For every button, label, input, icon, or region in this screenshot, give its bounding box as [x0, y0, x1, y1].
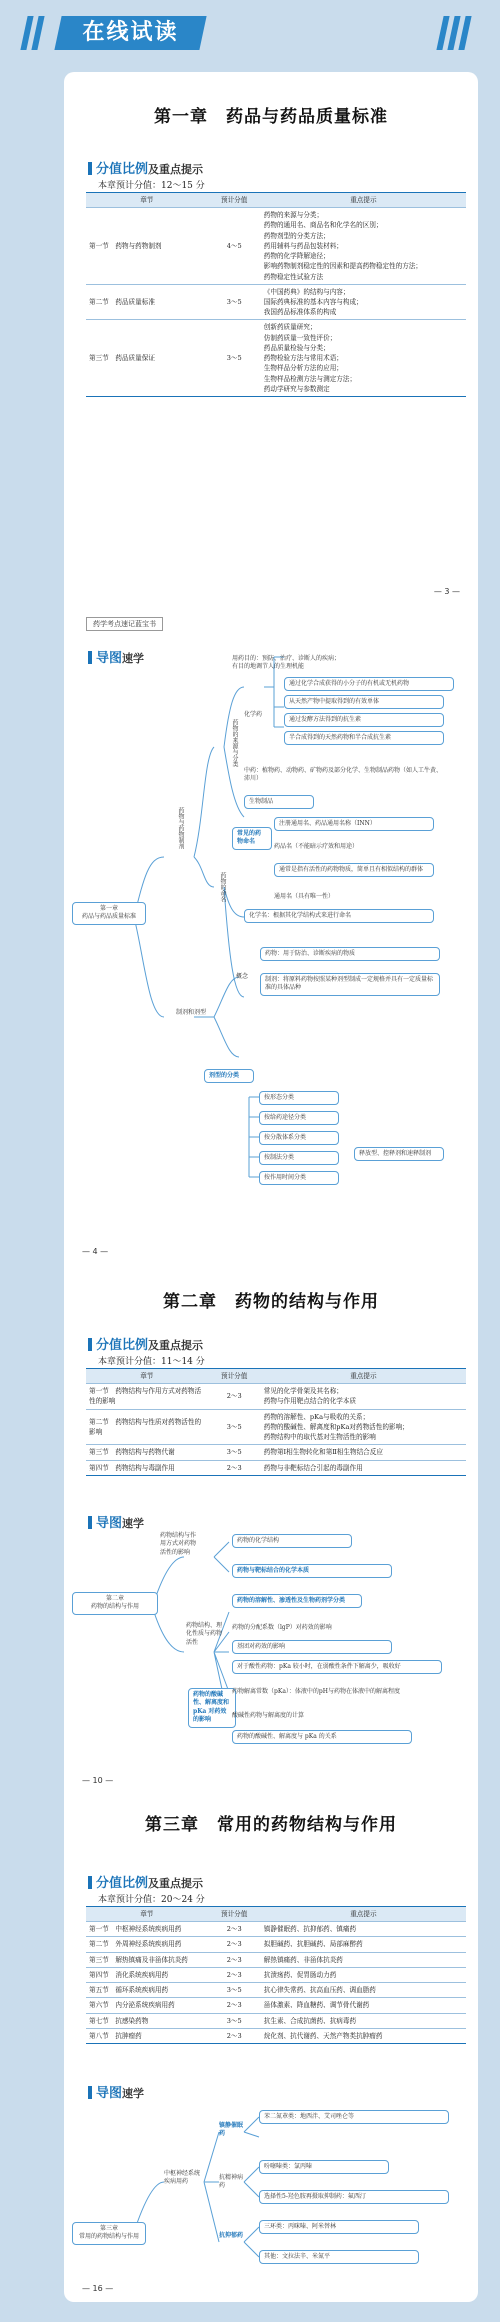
node-name: 药物的命名 — [219, 872, 226, 902]
node-m3-t1: 苯二氮䓬类：地西泮、艾司唑仑等 — [259, 2110, 449, 2124]
node-m3-b1: 中枢神经系统疾病用药 — [164, 2170, 201, 2186]
chapter-1-table: 章节 预计分值 重点提示 第一节 药物与药物制剂 4～5 药物的来源与分类； 药物的通用名、商品名和化学名的区别； 药物剂型的分类方法； 药用辅料与药品包装材料； 药物的化学降解途径； 影响药物制剂稳定性的因素和提高药物稳定性的方法； 药物稳定性试验方法 第二节 药品质量标准 3～5 《中国药典》的结构与内容； 国际药典标准的基本内容与构成； 我国药品标准体系的构成 第三节 药品质量保证 3～5 创新药质量研究； 仿制药质量一致性评价； 药品质量检验与分类； 药物检验方法与常用术语； 生物样品分析方法的应用； 生物样品检测方法与测定方法； 药动学研究与参数测定 — [86, 192, 466, 397]
node-nat: 中药：植物药、动物药、矿物药及部分化学、生物制品药物（如人工牛黄、沛川） — [244, 767, 443, 783]
chapter-3-estimate: 本章预计分值：20～24 分 — [98, 1895, 205, 1905]
chapter-2-title: 第二章 药物的结构与作用 — [163, 1292, 379, 1312]
node-m2-l3: 药物的溶解性、渗透性及生物药剂学分类 — [232, 1594, 362, 1608]
node-d3: 按分散体系分类 — [259, 1131, 339, 1145]
node-m3-t2: 吩噻嗪类：氯丙嗪 — [259, 2160, 389, 2174]
node-bio: 生物制品 — [244, 795, 314, 809]
mindmap-1-subhead: 导图速学 — [88, 647, 144, 666]
chapter-1-title: 第一章 药品与药品质量标准 — [154, 107, 388, 127]
node-purpose: 用药目的：预防、治疗、诊断人的疾病； 有目的地调节人的生理机能 — [232, 655, 341, 671]
node-m2-l10: 药物的酸碱性、解离度与 pKa 的关系 — [232, 1730, 412, 1744]
node-intl: 通常是指有活性的药物物质，简单且有相似结构的群体 — [274, 863, 434, 877]
node-src2c: 半合成得到的天然药物和半合成抗生素 — [284, 731, 444, 745]
header-bar — [0, 0, 500, 68]
node-form: 制剂和剂型 — [176, 1009, 207, 1016]
node-conc: 概念 — [236, 973, 249, 980]
node-m2-l8: 药物解离常数（pKa）：体液中的pH与药物在体液中的解离程度 — [232, 1688, 400, 1695]
node-src1: 通过化学合成获得的小分子的有机或无机药物 — [284, 677, 454, 691]
mindmap-2-root: 第二章 药物的结构与作用 — [72, 1592, 158, 1615]
node-m3-t4: 三环类：丙咪嗪、阿米替林 — [259, 2220, 419, 2234]
node-m2-l5: 基团对药效的影响 — [232, 1640, 392, 1654]
table-row: 第四节 消化系统疾病用药 2～3 抗溃疡药、促胃肠动力药 — [86, 1967, 466, 1982]
book-ribbon: 药学考点速记蓝宝书 — [86, 617, 163, 631]
page-number-4: — 4 — — [82, 1247, 109, 1256]
table-row: 第一节 药物结构与作用方式对药物活性的影响 2～3 常见的化学骨架及其名称； 药物与作用靶点结合的化学本质 — [86, 1384, 466, 1409]
node-m2-l1: 药物的化学结构 — [232, 1534, 352, 1548]
node-src2a: 从天然产物中提取得到的有效单体 — [284, 695, 444, 709]
mindmap-3 — [64, 2082, 478, 2297]
page-number-10: — 10 — — [82, 1776, 114, 1785]
table-row: 第三节 解热镇痛及非甾体抗炎药 2～3 解热镇痛药、非甾体抗炎药 — [86, 1952, 466, 1967]
chapter-3-title: 第三章 常用的药物结构与作用 — [145, 1815, 397, 1835]
node-generic: 通用名（具有唯一性） — [274, 893, 335, 900]
node-m2-l2: 药物与靶标结合的化学本质 — [232, 1564, 392, 1578]
node-source: 药物的来源与分类 — [231, 719, 238, 767]
node-m2-l4: 药物的分配系数（lgP）对药效的影响 — [232, 1624, 332, 1631]
table-row: 第三节 药品质量保证 3～5 创新药质量研究； 仿制药质量一致性评价； 药品质量检验与分类； 药物检验方法与常用术语； 生物样品分析方法的应用； 生物样品检测方法与测定方法； 药动学研究与参数测定 — [86, 320, 466, 397]
node-chem: 化学药 — [244, 711, 263, 718]
table-row: 第三节 药物结构与药物代谢 3～5 药物第Ⅰ相生物转化和第Ⅱ相生物结合反应 — [86, 1445, 466, 1460]
table-row: 第四节 药物结构与毒副作用 2～3 药物与非靶标结合引起的毒副作用 — [86, 1460, 466, 1475]
mindmap-3-subhead: 导图速学 — [88, 2082, 144, 2101]
node-chemname: 化学名：根据其化学结构式来进行命名 — [244, 909, 434, 923]
node-src2b: 通过发酵方法得到的抗生素 — [284, 713, 444, 727]
preview-badge-label: 在线试读 — [82, 20, 179, 45]
table-row: 第二节 药物结构与性质对药物活性的影响 3～5 药物的溶解性、pKa与吸收的关系； 药物的酸碱性、解离度和pKa对药物活性的影响； 药物结构中的取代基对生物活性的影响 — [86, 1409, 466, 1445]
node-m2-l9: 酸碱性药物与解离度的计算 — [232, 1712, 305, 1719]
preview-card — [64, 72, 478, 2302]
node-d5: 按作用时间分类 — [259, 1171, 339, 1185]
chapter-2-estimate: 本章预计分值：11～14 分 — [98, 1357, 205, 1367]
node-conc1: 药物：用于防治、诊断疾病的物质 — [260, 947, 440, 961]
preview-badge — [54, 16, 206, 50]
node-m2-l7: 药物的酸碱性、解离度和 pKa 对药效的影响 — [188, 1688, 236, 1728]
table-row: 第六节 内分泌系统疾病用药 2～3 甾体激素、降血糖药、调节骨代谢药 — [86, 1998, 466, 2013]
chapter-2-subhead: 分值比例及重点提示 — [88, 1334, 203, 1353]
chapter-2-table: 章节 预计分值 重点提示 第一节 药物结构与作用方式对药物活性的影响 2～3 常见的化学骨架及其名称； 药物与作用靶点结合的化学本质 第二节 药物结构与性质对药物活性的影响 3～5 药物的溶解性、pKa与吸收的关系； 药物的酸碱性、解离度和pKa对药物活性的影响； 药物结构中的取代基对生物活性的影响 第三节 药物结构与药物代谢 3～5 药物第Ⅰ相生物转化和第Ⅱ相生物结合反应 第四节 药物结构与毒副作用 2～3 药物与非靶标结合引起的毒副作用 — [86, 1368, 466, 1476]
node-common: 常见的药物命名 — [232, 827, 272, 850]
mindmap-2 — [64, 1512, 478, 1762]
mindmap-1-root: 第一章 药品与药品质量标准 — [72, 902, 146, 925]
chapter-1-estimate: 本章预计分值：12～15 分 — [98, 181, 205, 191]
table-row: 第二节 药品质量标准 3～5 《中国药典》的结构与内容； 国际药典标准的基本内容与构成； 我国药品标准体系的构成 — [86, 284, 466, 320]
table-row: 第七节 抗感染药物 3～5 抗生素、合成抗菌药、抗病毒药 — [86, 2013, 466, 2028]
node-d4: 按制法分类 — [259, 1151, 339, 1165]
node-d2: 按给药途径分类 — [259, 1111, 339, 1125]
node-m3-t5: 其他：文拉法辛、米氮平 — [259, 2250, 419, 2264]
stripe-decoration-left — [24, 16, 46, 50]
node-m3-t3: 选择性5-羟色胺再摄取抑制药：氟西汀 — [259, 2190, 449, 2204]
node-trade: 药品名（不能暗示疗效和用途） — [274, 843, 359, 850]
node-drug: 药物与药物制剂 — [177, 807, 184, 849]
node-m2-b2: 药物结构、理化性质与药物活性 — [186, 1622, 223, 1646]
mindmap-1 — [64, 617, 478, 1257]
mindmap-2-connectors — [64, 1512, 478, 1762]
table-row: 第八节 抗肿瘤药 2～3 烷化剂、抗代谢药、天然产物类抗肿瘤药 — [86, 2028, 466, 2043]
chapter-1-subhead: 分值比例及重点提示 — [88, 158, 203, 177]
page-number-3: — 3 — — [433, 587, 460, 596]
mindmap-3-root: 第三章 常用的药物结构与作用 — [72, 2222, 146, 2245]
chapter-3-table: 章节 预计分值 重点提示 第一节 中枢神经系统疾病用药 2～3 镇静催眠药、抗抑郁药、镇痛药 第二节 外周神经系统疾病用药 2～3 拟胆碱药、抗胆碱药、局部麻醉药 第三节 解热镇痛及非甾体抗炎药 2～3 解热镇痛药、非甾体抗炎药 第四节 消化系统疾病用药 2～3 抗溃疡药、促胃肠动力药 第五节 循环系统疾病用药 3～5 抗心律失常药、抗高血压药、调血脂药 第六节 内分泌系统疾病用药 2～3 甾体激素、降血糖药、调节骨代谢药 第七节 抗感染药物 3～5 抗生素、合成抗菌药、抗病毒药 第八节 抗肿瘤药 2～3 烷化剂、抗代谢药、天然产物类抗肿瘤药 — [86, 1906, 466, 2044]
node-dosage: 剂型的分类 — [204, 1069, 254, 1083]
node-m3-g1: 镇静催眠药 — [219, 2122, 244, 2138]
node-cn: 注册通用名、药品通用名称（INN） — [274, 817, 434, 831]
node-conc2: 制剂：将原料药物按照某种剂型制成一定规格并具有一定质量标准的具体品种 — [260, 973, 440, 996]
mindmap-2-subhead: 导图速学 — [88, 1512, 144, 1531]
node-d-note: 释放型、控释剂和速释制剂 — [354, 1147, 444, 1161]
table-row: 第五节 循环系统疾病用药 3～5 抗心律失常药、抗高血压药、调血脂药 — [86, 1983, 466, 1998]
table-row: 第二节 外周神经系统疾病用药 2～3 拟胆碱药、抗胆碱药、局部麻醉药 — [86, 1937, 466, 1952]
stripe-decoration-right — [440, 16, 473, 50]
table-row: 第一节 药物与药物制剂 4～5 药物的来源与分类； 药物的通用名、商品名和化学名的区别； 药物剂型的分类方法； 药用辅料与药品包装材料； 药物的化学降解途径； 影响药物制剂稳定性的因素和提高药物稳定性的方法； 药物稳定性试验方法 — [86, 208, 466, 285]
node-d1: 按形态分类 — [259, 1091, 339, 1105]
node-m3-g3: 抗抑郁药 — [219, 2232, 244, 2239]
page-number-16: — 16 — — [82, 2284, 114, 2293]
node-m3-g2: 抗精神病药 — [219, 2174, 244, 2190]
node-m2-l6: 对于酸性药物：pKa 较小时，在弱酸性条件下解离少，吸收好 — [232, 1660, 442, 1674]
chapter-3-subhead: 分值比例及重点提示 — [88, 1872, 203, 1891]
table-row: 第一节 中枢神经系统疾病用药 2～3 镇静催眠药、抗抑郁药、镇痛药 — [86, 1922, 466, 1937]
node-m2-b1: 药物结构与作用方式对药物活性的影响 — [160, 1532, 197, 1556]
